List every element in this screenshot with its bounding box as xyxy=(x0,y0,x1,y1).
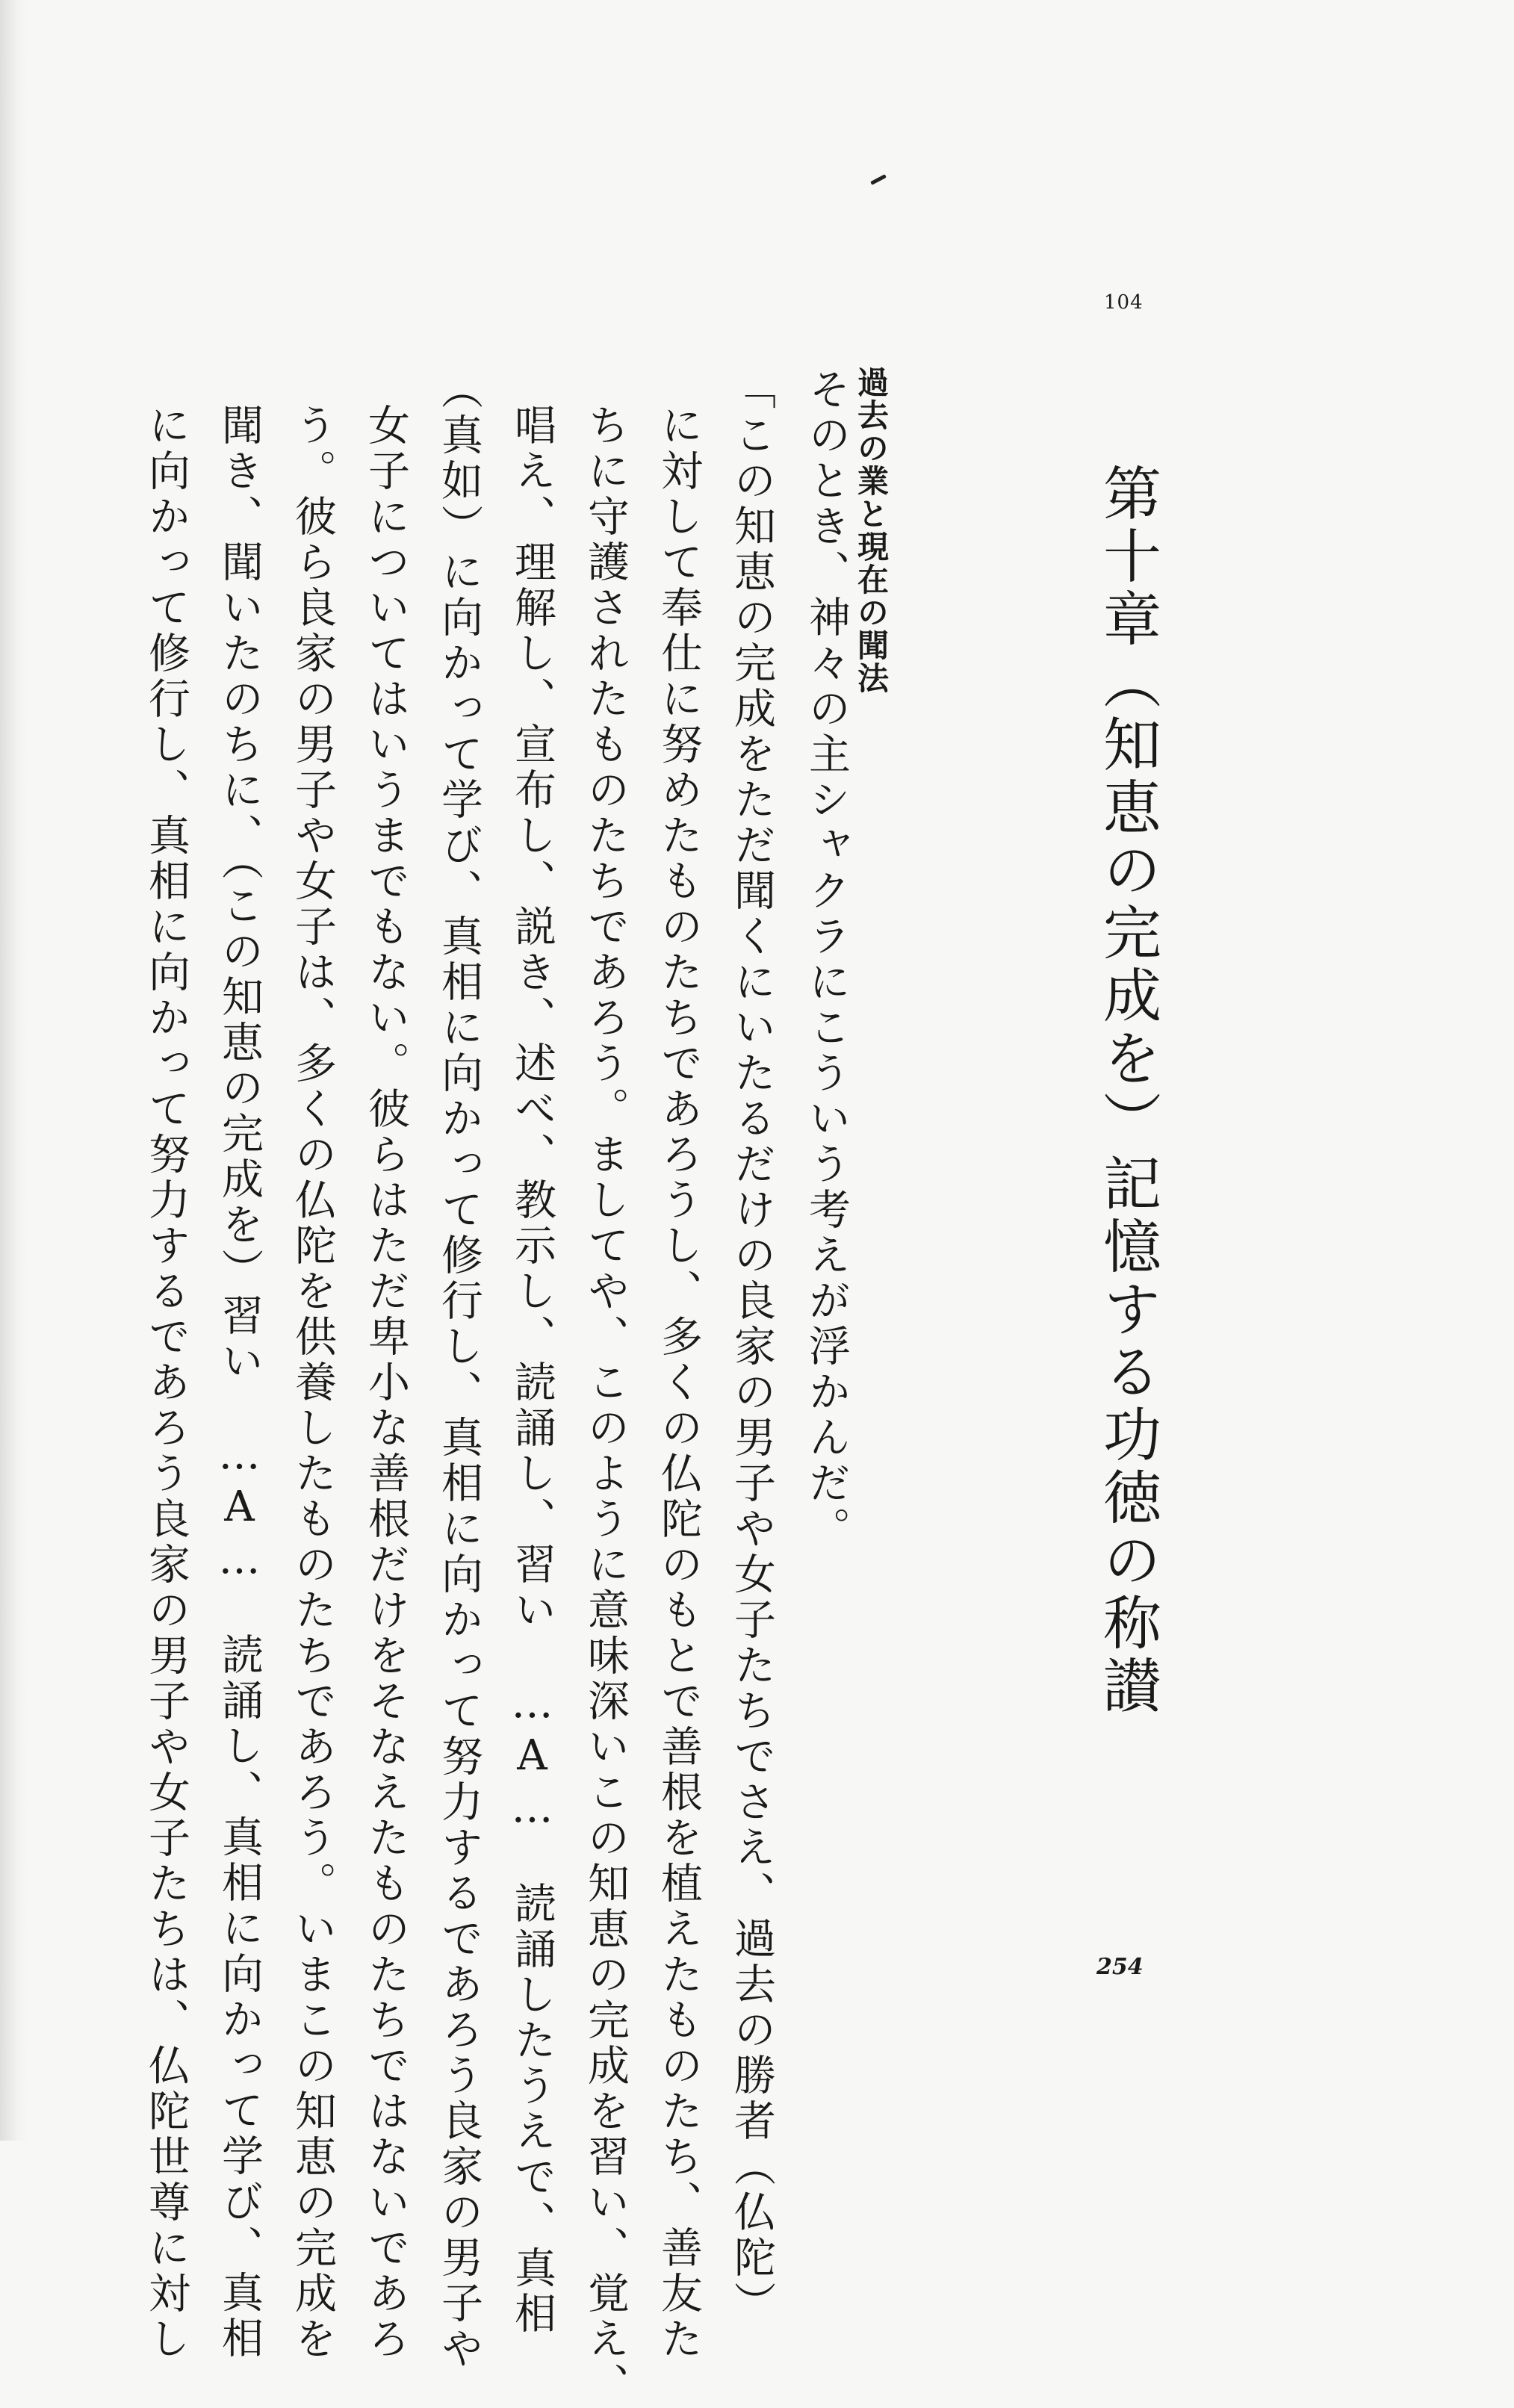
body-line: 女子についてはいうまでもない。彼らはただ卑小な善根だけをそなえたものたちではないであろ xyxy=(362,403,410,2362)
body-line: 「この知恵の完成をただ聞くにいたるだけの良家の男子や女子たちでさえ、過去の勝者（仏陀） xyxy=(727,367,776,2327)
page-number-top: 104 xyxy=(1104,291,1144,314)
body-line: 聞き、聞いたのちに、（この知恵の完成を）習い …A… 読誦し、真相に向かって学び、真相 xyxy=(215,403,264,2362)
body-line: に対して奉仕に努めたものたちであろうし、多くの仏陀のもとで善根を植えたものたち、善友た xyxy=(654,403,703,2362)
stray-ink-mark xyxy=(870,174,887,185)
body-line: そのとき、神々の主シャクラにこういう考えが浮かんだ。 xyxy=(802,367,851,1552)
body-line: （真如）に向かって学び、真相に向かって修行し、真相に向かって努力するであろう良家の男子や xyxy=(435,367,483,2372)
body-line: に向かって修行し、真相に向かって努力するであろう良家の男子や女子たちは、仏陀世尊に対し xyxy=(142,403,190,2362)
chapter-title: 第十章（知恵の完成を）記憶する功徳の称讃 xyxy=(1093,463,1161,1718)
page-number-bottom: 254 xyxy=(1096,1954,1144,1980)
body-line: ちに守護されたものたちであろう。ましてや、このように意味深いこの知恵の完成を習い、覚え、 xyxy=(581,403,630,2408)
section-heading: 過去の業と現在の聞法 xyxy=(853,366,890,695)
scan-edge-shadow xyxy=(0,0,28,2141)
body-line: う。彼ら良家の男子や女子は、多くの仏陀を供養したものたちであろう。いまこの知恵の完成を xyxy=(288,403,337,2362)
body-line: 唱え、理解し、宣布し、説き、述べ、教示し、読誦し、習い …A… 読誦したうえで、真相 xyxy=(508,403,556,2337)
